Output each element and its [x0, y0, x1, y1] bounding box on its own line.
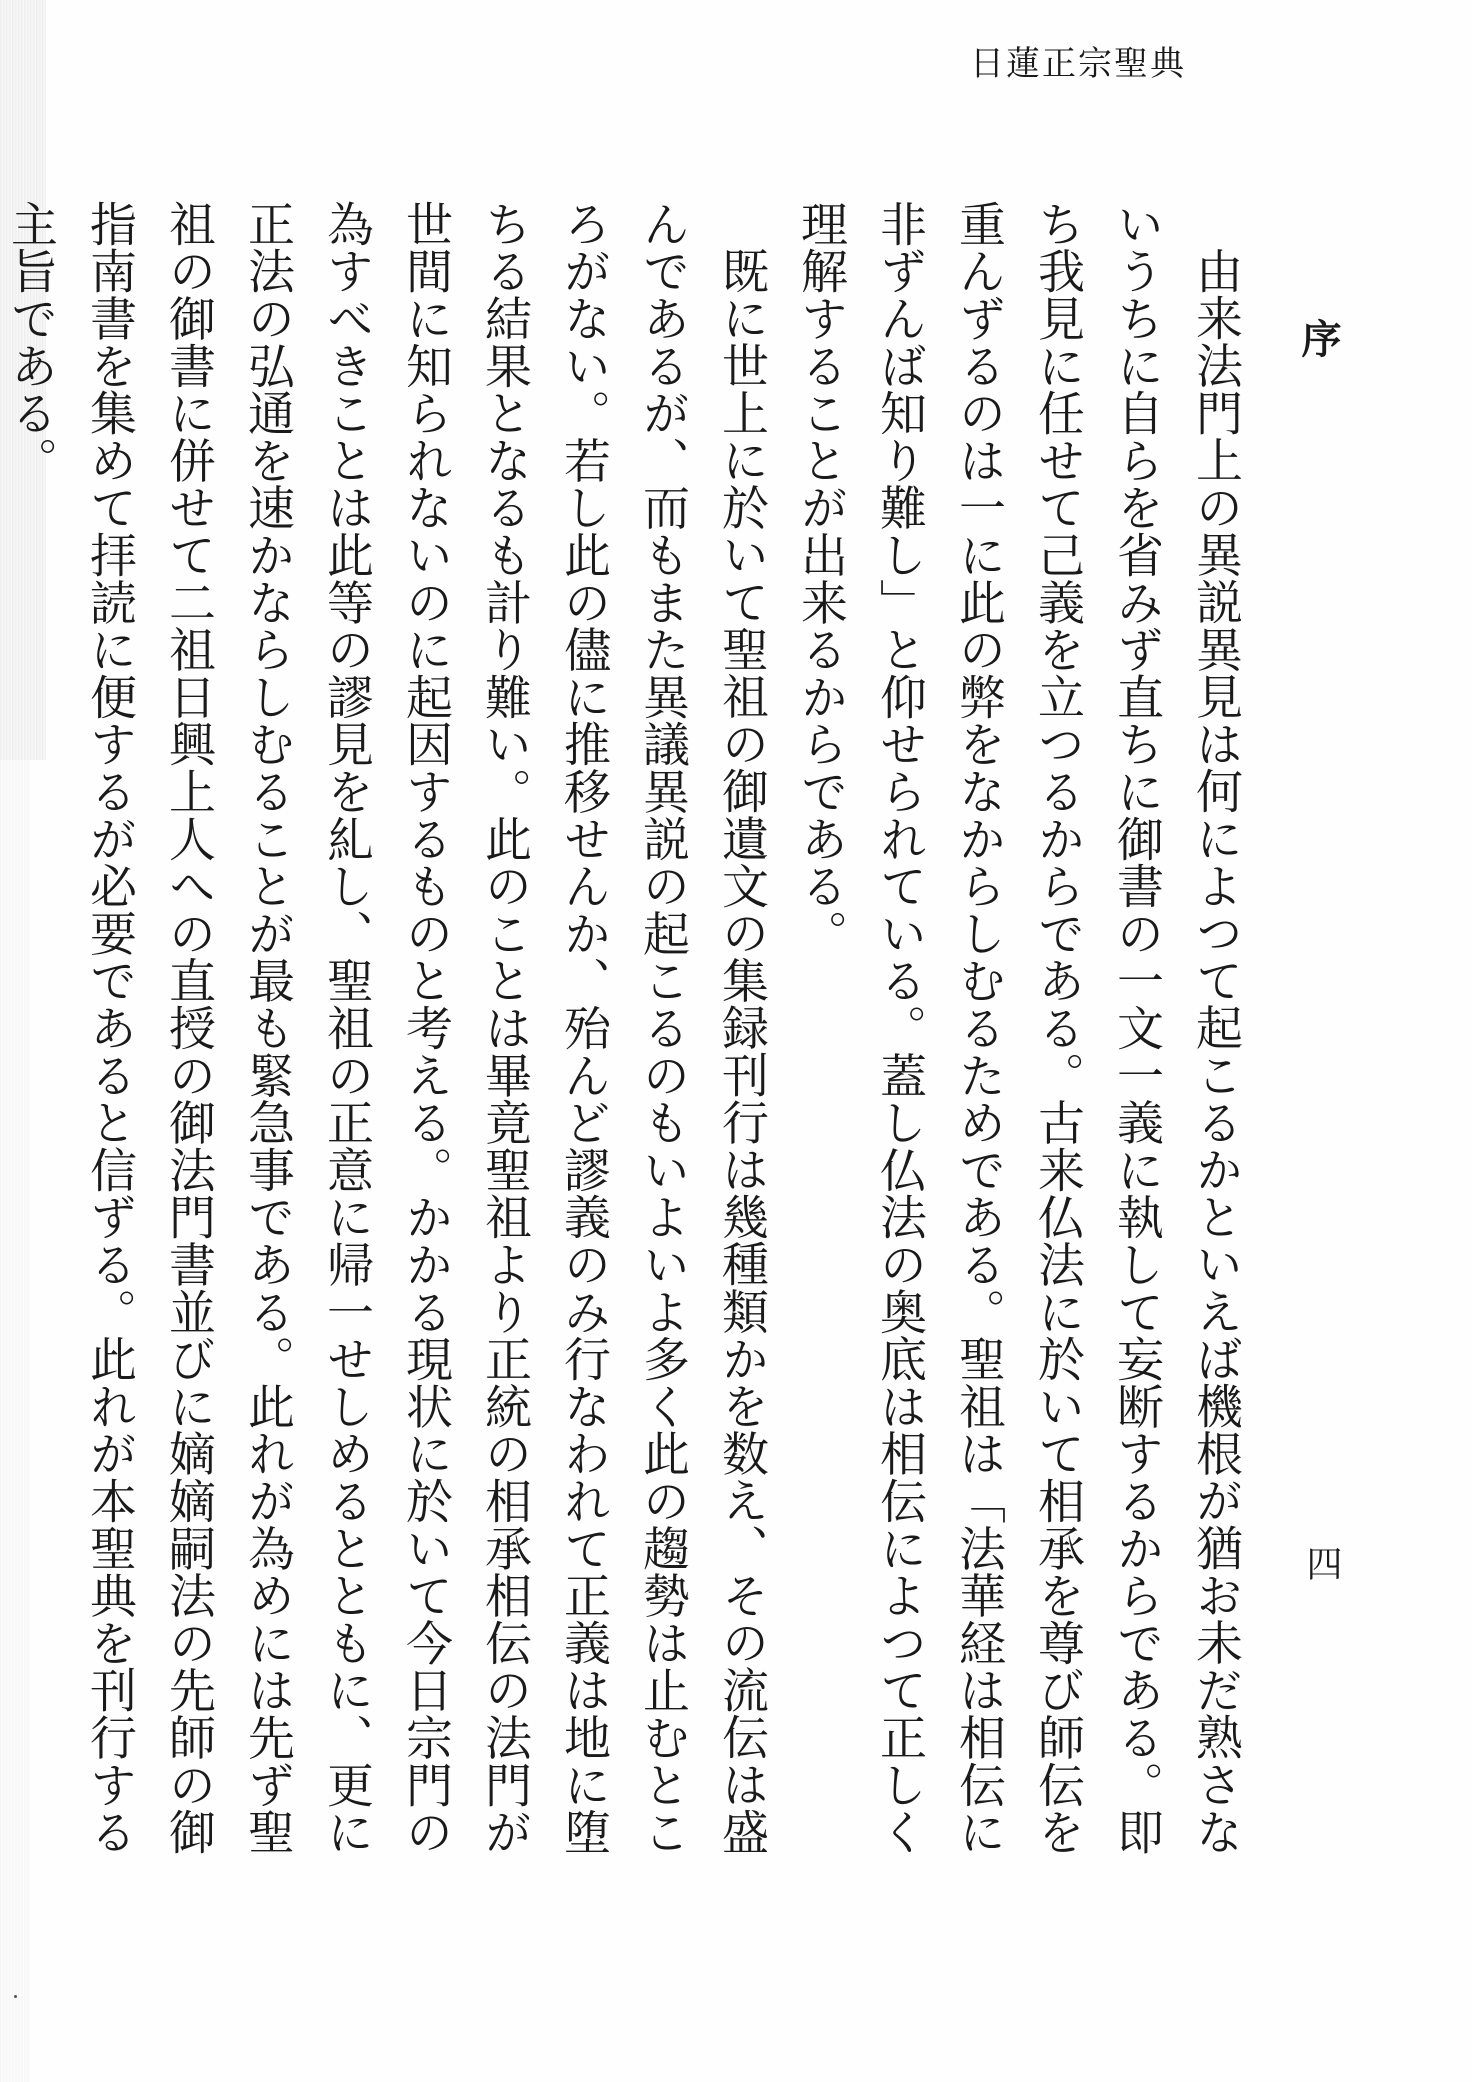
running-title: 日蓮正宗聖典 — [970, 44, 1186, 84]
section-heading: 序 — [1295, 318, 1342, 358]
page-number: 四 — [1301, 1545, 1342, 1581]
paragraph-2: 既に世上に於いて聖祖の御遺文の集録刊行は幾種類かを数え、その流伝は盛んであるが、而もまた異議異説の起こるのもいよいよ多く此の趨勢は止むところがない。若し此の儘に推移せんか、殆んど謬義のみ行なわれて正義は地に堕ちる結果となるも計り難い。此のことは畢竟聖祖より正統の相承相伝の法門が世間に知られないのに起因するものと考える。かかる現状に於いて今日宗門の為すべきことは此等の謬見を糺し、聖祖の正意に帰一せしめるとともに、更に正法の弘通を速かならしむることが最も緊急事である。此れが為めには先ず聖祖の御書に併せて二祖日興上人への直授の御法門書並びに嫡嫡嗣法の先師の御指南書を集めて拝読に便するが必要であると信ずる。此れが本聖典を刊行する主旨である。 — [3, 200, 769, 1856]
paragraph-1: 由来法門上の異説異見は何によつて起こるかといえば機根が猶お未だ熟さないうちに自らを省みず直ちに御書の一文一義に執して妄断するからである。即ち我見に任せて己義を立つるからである。古来仏法に於いて相承を尊び師伝を重んずるのは一に此の弊をなからしむるためである。聖祖は「法華経は相伝に非ずんば知り難し」と仰せられている。蓋し仏法の奥底は相伝によつて正しく理解することが出来るからである。 — [793, 200, 1243, 1856]
scan-speck — [14, 1995, 17, 1998]
body-text — [3, 200, 1255, 1860]
